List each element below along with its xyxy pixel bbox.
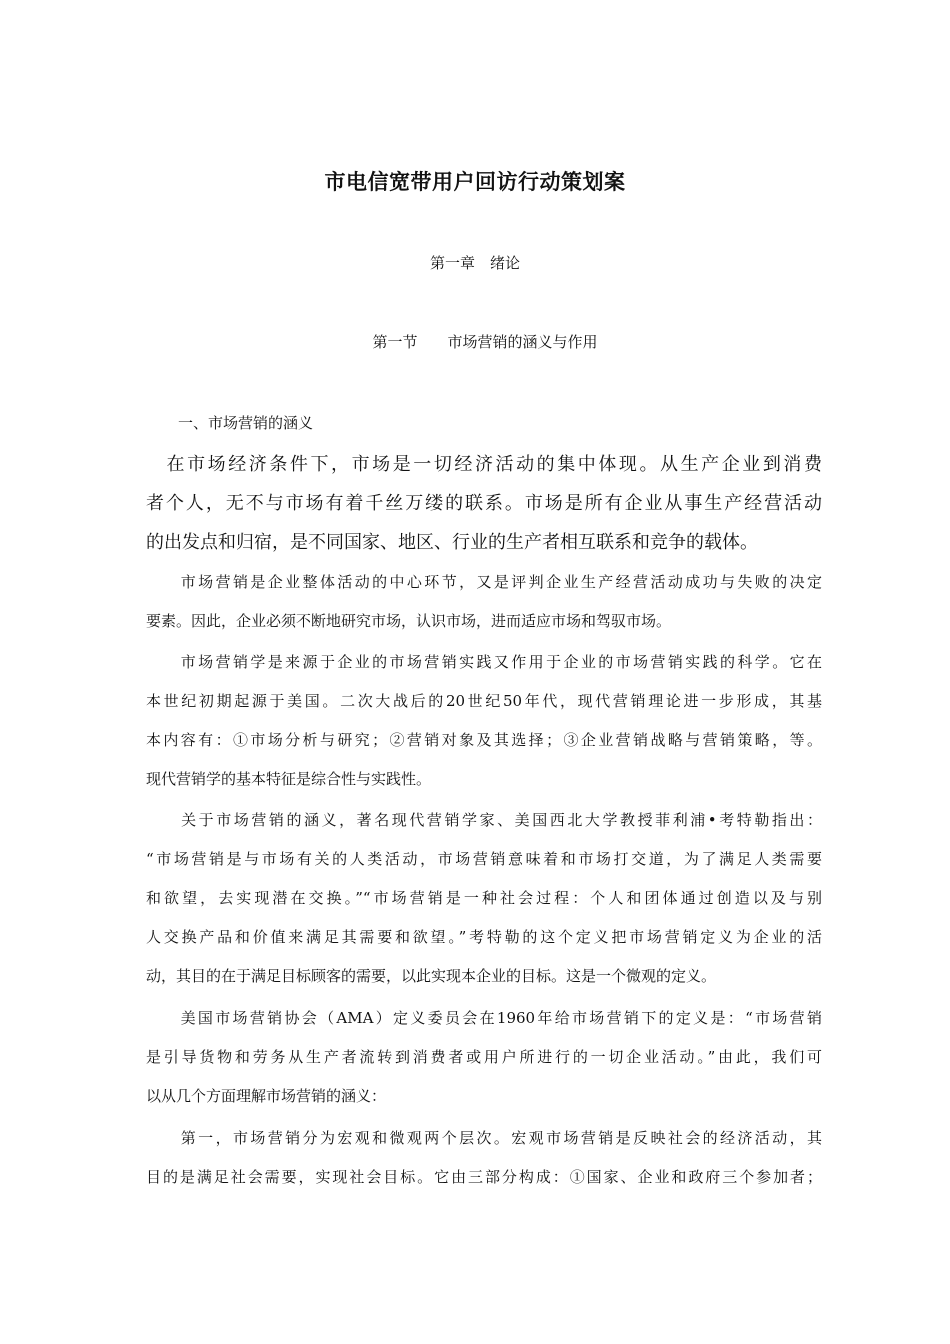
body-line: 者个人，无不与市场有着千丝万缕的联系。市场是所有企业从事生产经营活动 — [146, 493, 822, 514]
body-line: 是引导货物和劳务从生产者流转到消费者或用户所进行的一切企业活动。”由此，我们可 — [146, 1048, 822, 1066]
body-line: 人交换产品和价值来满足其需要和欲望。”考特勒的这个定义把市场营销定义为企业的活 — [146, 928, 822, 946]
body-line: 现代营销学的基本特征是综合性与实践性。 — [146, 770, 432, 788]
subheading: 一、市场营销的涵义 — [178, 414, 314, 432]
body-line: 目的是满足社会需要，实现社会目标。它由三部分构成：①国家、企业和政府三个参加者； — [146, 1168, 822, 1186]
section-heading: 第一节 市场营销的涵义与作用 — [372, 333, 598, 351]
body-line: 本世纪初期起源于美国。二次大战后的20世纪50年代，现代营销理论进一步形成，其基 — [146, 692, 822, 710]
body-line: 市场营销学是来源于企业的市场营销实践又作用于企业的市场营销实践的科学。它在 — [146, 653, 822, 671]
body-line: 美国市场营销协会（AMA）定义委员会在1960年给市场营销下的定义是：“市场营销 — [146, 1009, 822, 1027]
body-line: 市场营销是企业整体活动的中心环节，又是评判企业生产经营活动成功与失败的决定 — [146, 573, 822, 591]
body-line: 要素。因此，企业必须不断地研究市场，认识市场，进而适应市场和驾驭市场。 — [146, 612, 672, 630]
body-line: 本内容有：①市场分析与研究；②营销对象及其选择；③企业营销战略与营销策略，等。 — [146, 731, 822, 749]
document-title: 市电信宽带用户回访行动策划案 — [324, 170, 626, 194]
body-line: 的出发点和归宿，是不同国家、地区、行业的生产者相互联系和竞争的载体。 — [146, 532, 758, 553]
chapter-heading: 第一章 绪论 — [429, 254, 520, 272]
body-line: “市场营销是与市场有关的人类活动，市场营销意味着和市场打交道，为了满足人类需要 — [146, 850, 822, 868]
body-line: 关于市场营销的涵义，著名现代营销学家、美国西北大学教授菲利浦•考特勒指出： — [146, 811, 822, 829]
body-line: 以从几个方面理解市场营销的涵义： — [146, 1087, 387, 1105]
body-line: 在市场经济条件下，市场是一切经济活动的集中体现。从生产企业到消费 — [146, 454, 822, 475]
body-line: 和欲望，去实现潜在交换。”“市场营销是一种社会过程：个人和团体通过创造以及与别 — [146, 889, 822, 907]
body-line: 第一，市场营销分为宏观和微观两个层次。宏观市场营销是反映社会的经济活动，其 — [146, 1129, 822, 1147]
body-line: 动，其目的在于满足目标顾客的需要，以此实现本企业的目标。这是一个微观的定义。 — [146, 967, 717, 985]
